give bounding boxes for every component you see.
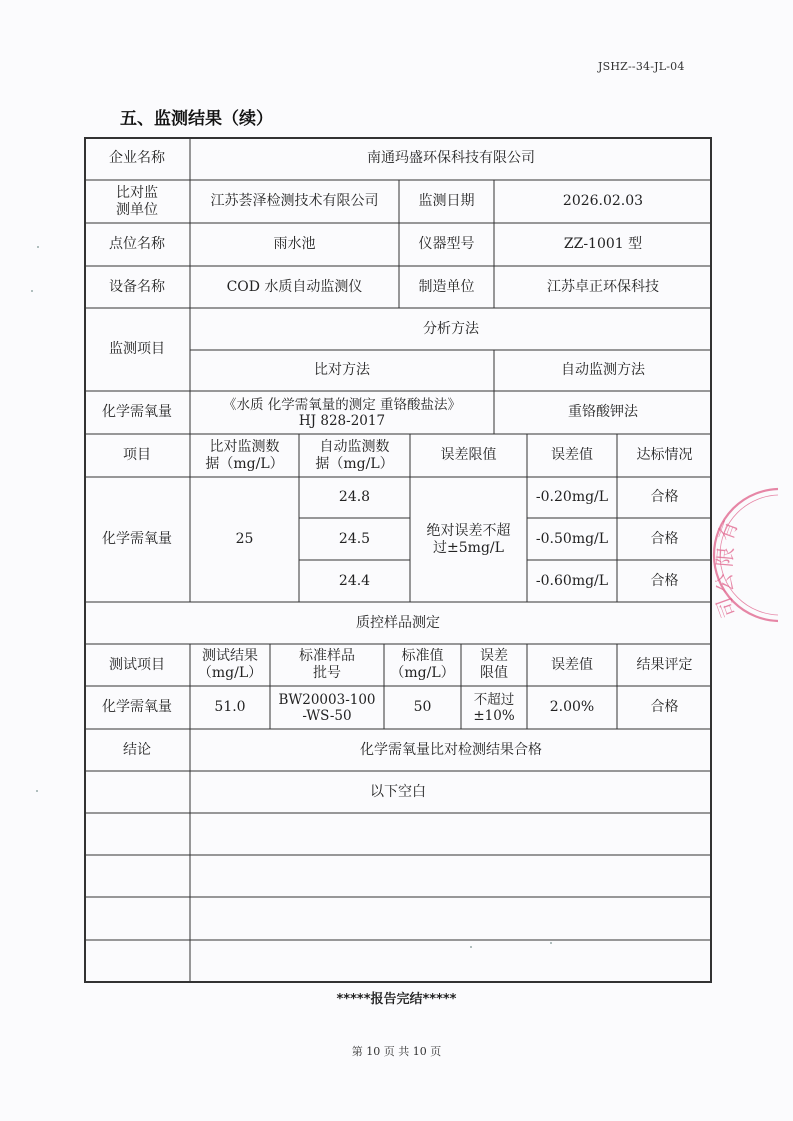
compare-method-value: 《水质 化学需氧量的测定 重铬酸盐法》 HJ 828-2017 (222, 396, 462, 429)
comparison-auto-value: 24.4 (338, 572, 371, 589)
comparison-header: 项目 (123, 447, 151, 463)
report-end-mark: *****报告完结***** (336, 992, 457, 1007)
comparison-item: 化学需氧量 (102, 531, 172, 547)
comparison-limit: 绝对误差不超 过±5mg/L (426, 522, 511, 556)
qc-header: 测试项目 (109, 656, 165, 673)
comparison-auto-value: 24.5 (338, 530, 371, 547)
page-number: 第 10 页 共 10 页 (351, 1045, 442, 1058)
method-item-name: 化学需氧量 (102, 404, 172, 420)
scan-speck (470, 946, 472, 948)
svg-text:司: 司 (711, 593, 742, 621)
point-value: 雨水池 (273, 236, 316, 252)
comparison-status: 合格 (650, 530, 679, 547)
qc-cell: 不超过 ±10% (473, 691, 515, 724)
comparison-status: 合格 (650, 489, 679, 505)
qc-cell: 2.00% (549, 699, 595, 715)
comparison-error: -0.60mg/L (535, 572, 609, 589)
company-value: 南通玛盛环保科技有限公司 (367, 150, 535, 166)
comparison-compare-value: 25 (235, 531, 254, 547)
section-title: 五、监测结果（续） (120, 109, 273, 129)
model-label: 仪器型号 (418, 236, 475, 252)
qc-cell: 51.0 (214, 699, 246, 715)
compare-unit-label: 比对监 测单位 (116, 184, 158, 218)
conclusion-value: 化学需氧量比对检测结果合格 (360, 741, 542, 758)
model-value: ZZ-1001 型 (563, 236, 643, 252)
device-label: 设备名称 (109, 278, 165, 295)
qc-cell: 化学需氧量 (102, 699, 172, 715)
scan-speck (36, 790, 38, 792)
compare-method-label: 比对方法 (314, 362, 370, 378)
qc-header: 误差值 (551, 656, 593, 673)
device-value: COD 水质自动监测仪 (226, 278, 363, 295)
compare-unit-value: 江苏荟泽检测技术有限公司 (210, 193, 379, 209)
qc-cell: BW20003-100 -WS-50 (278, 691, 376, 724)
comparison-auto-value: 24.8 (338, 489, 371, 505)
auto-method-label: 自动监测方法 (561, 362, 645, 378)
qc-title: 质控样品测定 (356, 614, 440, 631)
maker-value: 江苏卓正环保科技 (547, 278, 659, 295)
results-table (84, 137, 712, 983)
date-value: 2026.02.03 (562, 193, 644, 209)
comparison-error: -0.50mg/L (535, 530, 609, 547)
comparison-header: 比对监测数 据（mg/L） (205, 438, 284, 472)
company-seal (708, 487, 778, 627)
svg-text:公: 公 (712, 572, 738, 595)
document-code: JSHZ--34-JL-04 (598, 60, 685, 73)
comparison-header: 误差值 (551, 447, 593, 463)
monitor-item-label: 监测项目 (109, 341, 165, 357)
comparison-header: 误差限值 (440, 447, 497, 463)
scan-speck (37, 246, 39, 248)
company-label: 企业名称 (109, 150, 165, 166)
svg-text:有: 有 (713, 517, 743, 545)
qc-header: 标准值 （mg/L） (390, 648, 455, 681)
qc-header: 标准样品 批号 (299, 648, 355, 681)
svg-text:限: 限 (712, 545, 739, 568)
scan-speck (550, 942, 552, 944)
qc-cell: 合格 (650, 699, 679, 715)
point-label: 点位名称 (109, 236, 165, 252)
maker-label: 制造单位 (418, 278, 475, 295)
comparison-status: 合格 (650, 572, 679, 589)
qc-cell: 50 (413, 699, 432, 715)
qc-header: 结果评定 (636, 656, 693, 673)
comparison-header: 达标情况 (636, 447, 693, 463)
conclusion-label: 结论 (123, 741, 151, 758)
auto-method-value: 重铬酸钾法 (568, 404, 638, 420)
comparison-header: 自动监测数 据（mg/L） (315, 438, 394, 472)
scan-speck (31, 290, 33, 292)
qc-header: 误差 限值 (480, 648, 508, 681)
date-label: 监测日期 (418, 193, 475, 209)
blank-note: 以下空白 (370, 783, 426, 800)
comparison-error: -0.20mg/L (535, 489, 609, 505)
qc-header: 测试结果 （mg/L） (197, 648, 263, 681)
analysis-method-label: 分析方法 (423, 320, 479, 337)
